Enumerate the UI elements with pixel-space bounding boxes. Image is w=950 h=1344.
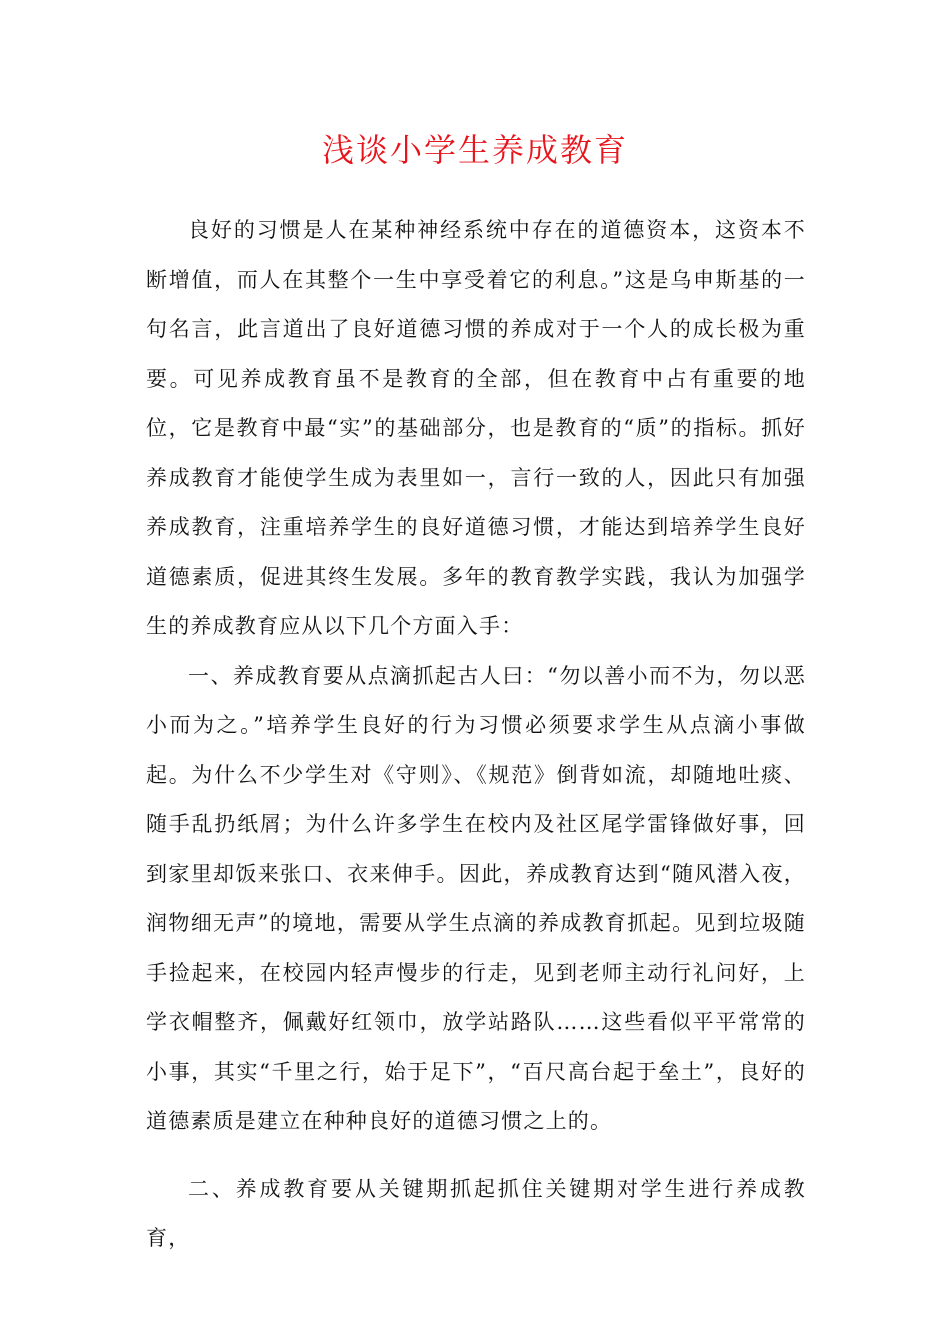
document-body — [146, 206, 806, 1264]
paragraph-section-one: 一、养成教育要从点滴抓起古人曰：“勿以善小而不为，勿以恶小而为之。”培养学生良好的行为习惯必须要求学生从点滴小事做起。为什么不少学生对《守则》、《规范》倒背如流，却随地吐痰、随手乱扔纸屑；为什么许多学生在校内及社区尾学雷锋做好事，回到家里却饭来张口、衣来伸手。因此，养成教育达到“随风潜入夜，润物细无声”的境地，需要从学生点滴的养成教育抓起。见到垃圾随手捡起来，在校园内轻声慢步的行走，见到老师主动行礼问好，上学衣帽整齐，佩戴好红领巾，放学站路队……这些看似平平常常的小事，其实“千里之行，始于足下”，“百尺高台起于垒土”，良好的道德素质是建立在种种良好的道德习惯之上的。 — [146, 663, 806, 1133]
paragraph-section-two: 二、养成教育要从关键期抓起抓住关键期对学生进行养成教育， — [146, 1176, 806, 1250]
document-title: 浅谈小学生养成教育 — [321, 131, 628, 169]
paragraph-intro: 良好的习惯是人在某种神经系统中存在的道德资本，这资本不断增值，而人在其整个一生中享受着它的利息。”这是乌申斯基的一句名言，此言道出了良好道德习惯的养成对于一个人的成长极为重要。可见养成教育虽不是教育的全部，但在教育中占有重要的地位，它是教育中最“实”的基础部分，也是教育的“质”的指标。抓好养成教育才能使学生成为表里如一，言行一致的人，因此只有加强养成教育，注重培养学生的良好道德习惯，才能达到培养学生良好道德素质，促进其终生发展。多年的教育教学实践，我认为加强学生的养成教育应从以下几个方面入手： — [146, 218, 806, 638]
